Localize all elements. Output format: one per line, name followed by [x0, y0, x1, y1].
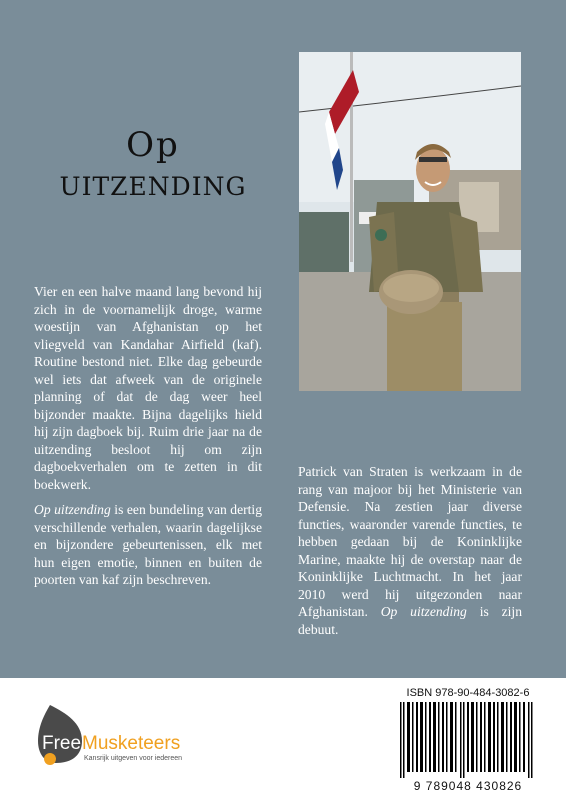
- blurb-paragraph-2-text: is een bundeling van dertig verschillende verhalen, waarin dagelijkse en bijzondere gebeurtenissen, elk met hun eigen emotie, binnen en buiten de poorten van kaf zijn beschreven.: [34, 502, 262, 587]
- isbn-barcode-block: [388, 687, 548, 795]
- isbn-number: 9 789048 430826: [413, 779, 523, 793]
- blurb-paragraph-2: [34, 501, 262, 589]
- author-bio: [298, 463, 522, 638]
- title-line-2: uitzending: [59, 163, 247, 204]
- publisher-logo: [38, 705, 208, 775]
- author-bio-end: is zijn debuut.: [298, 604, 522, 637]
- blurb-paragraph-1: Vier en een halve maand lang bevond hij zich in de voornamelijk droge, warme woestijn van Afghanistan op het vliegveld van Kandahar Airfield (kaf). Routine bestond niet. Elke dag gebeurde wel iets dat afweek van de originele planning of dat de dag weer heel bijzonder maakte. Bijna dagelijks hield hij zijn dagboek bij. Ruim drie jaar na de uitzending besloot hij om zijn dagboekverhalen om te zetten in dit boekwerk.: [34, 284, 262, 492]
- book-title: [28, 125, 278, 204]
- barcode-icon: [398, 702, 538, 778]
- publisher-name-free: Free: [42, 733, 82, 754]
- bio-book-title: Op uitzending: [380, 604, 467, 619]
- author-photo: [299, 52, 521, 391]
- back-cover-blurb: [34, 283, 262, 597]
- title-line-1: Op: [126, 125, 180, 165]
- publisher-name-musketeers: Musketeers: [82, 733, 181, 754]
- author-bio-text: Patrick van Straten is werkzaam in de rang van majoor bij het Ministerie van Defensie. Na zestien jaar diverse functies, waaronder varende functies, te hebben gedaan bij de Koninklijke Marine, maakte hij de overstap naar de Koninklijke Luchtmacht. In het jaar 2010 werd hij uitgezonden naar Afghanistan.: [298, 464, 522, 619]
- isbn-label: ISBN 978-90-484-3082-6: [406, 687, 530, 699]
- blurb-book-title: Op uitzending: [34, 502, 111, 517]
- publisher-tagline: Kansrijk uitgeven voor iedereen: [84, 755, 183, 762]
